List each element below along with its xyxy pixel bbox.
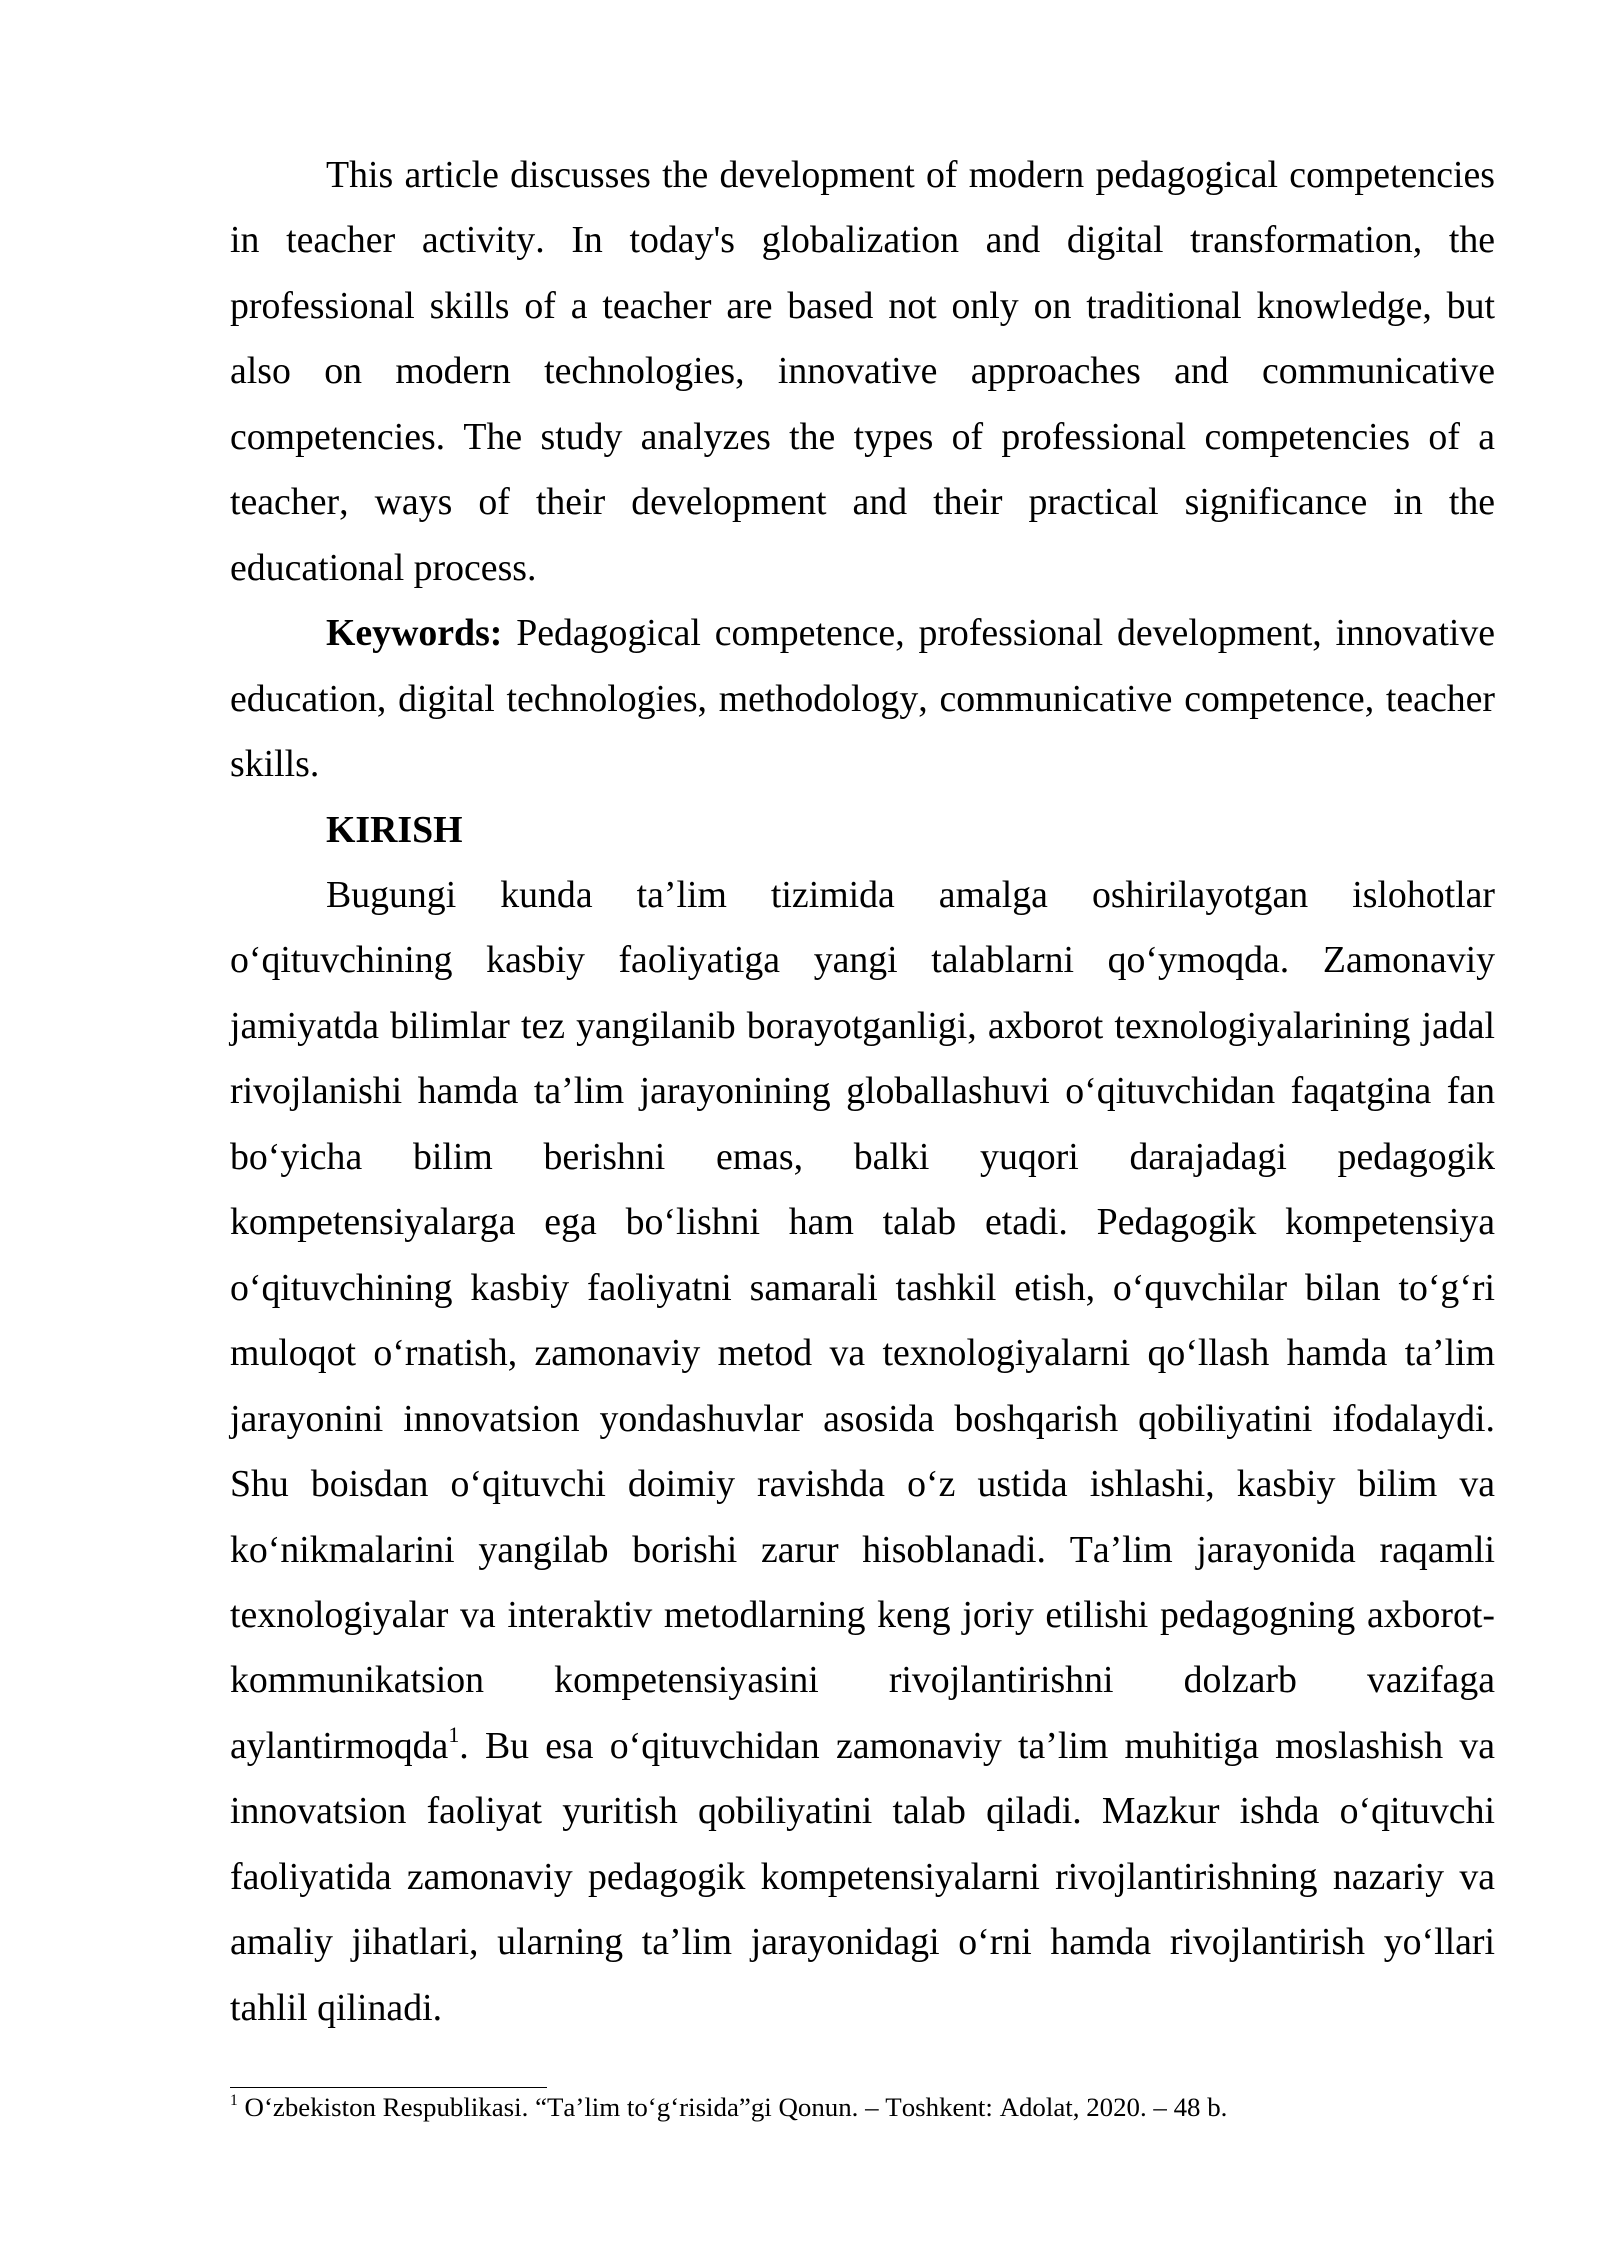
keywords-text: Pedagogical competence, professional development, innovative education, digital technologies, methodology, communicative competence, teacher skills. <box>230 612 1496 786</box>
footnote-text: O‘zbekiston Respublikasi. “Ta’lim to‘g‘risida”gi Qonun. – Toshkent: Adolat, 2020. – 48 b. <box>244 2092 1228 2122</box>
body-text <box>230 143 1495 2041</box>
footnote <box>230 2092 1495 2123</box>
footnote-number: 1 <box>230 2092 238 2110</box>
keywords-label: Keywords: <box>326 612 503 655</box>
footnote-reference: 1 <box>448 1722 460 1748</box>
section-heading-kirish: KIRISH <box>326 808 463 851</box>
introduction-text-part-1: Bugungi kunda ta’lim tizimida amalga oshirilayotgan islohotlar o‘qituvchining kasbiy faoliyatiga yangi talablarni qo‘ymoqda. Zamonaviy jamiyatda bilimlar tez yangilanib borayotganligi, axborot texnologiyalarining jadal rivojlanishi hamda ta’lim jarayonining globallashuvi o‘qituvchidan faqatgina fan bo‘yicha bilim berishni emas, balki yuqori darajadagi pedagogik kompetensiyalarga ega bo‘lishni ham talab etadi. Pedagogik kompetensiya o‘qituvchining kasbiy faoliyatni samarali tashkil etish, o‘quvchilar bilan to‘g‘ri muloqot o‘rnatish, zamonaviy metod va texnologiyalarni qo‘llash hamda ta’lim jarayonini innovatsion yondashuvlar asosida boshqarish qobiliyatini ifodalaydi. Shu boisdan o‘qituvchi doimiy ravishda o‘z ustida ishlashi, kasbiy bilim va ko‘nikmalarini yangilab borishi zarur hisoblanadi. Ta’lim jarayonida raqamli texnologiyalar va interaktiv metodlarning keng joriy etilishi pedagogning axborot-kommunikatsion kompetensiyasini rivojlantirishni dolzarb vazifaga aylantirmoqda <box>230 873 1495 1767</box>
introduction-text-part-2: . Bu esa o‘qituvchidan zamonaviy ta’lim muhitiga moslashish va innovatsion faoliyat yuritish qobiliyatini talab qiladi. Mazkur ishda o‘qituvchi faoliyatida zamonaviy pedagogik kompetensiyalarni rivojlantirishning nazariy va amaliy jihatlari, ularning ta’lim jarayonidagi o‘rni hamda rivojlantirish yo‘llari tahlil qilinadi. <box>230 1724 1495 2029</box>
footnote-separator <box>230 2087 547 2088</box>
abstract-paragraph: This article discusses the development of modern pedagogical competencies in teacher activity. In today's globalization and digital transformation, the professional skills of a teacher are based not only on traditional knowledge, but also on modern technologies, innovative approaches and communicative competencies. The study analyzes the types of professional competencies of a teacher, ways of their development and their practical significance in the educational process. <box>230 154 1495 589</box>
introduction-paragraph <box>230 863 1495 2041</box>
keywords-paragraph <box>230 601 1495 797</box>
